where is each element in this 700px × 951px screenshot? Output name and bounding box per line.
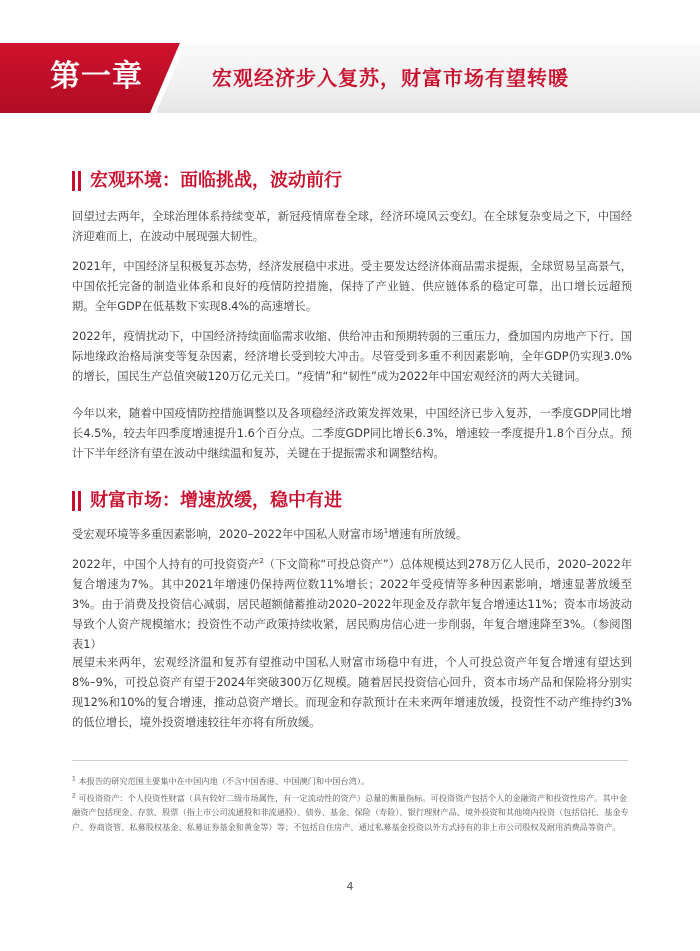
- footnote-mark: 1: [72, 775, 76, 783]
- paragraph: [72, 555, 632, 655]
- chapter-label: 第一章: [50, 59, 143, 94]
- paragraph: 展望未来两年，宏观经济温和复苏有望推动中国私人财富市场稳中有进，个人可投总资产年复合增速有望达到8%–9%，可投总资产有望于2024年突破300万亿规模。随着居民投资信心回升，资本市场产品和保险将分别实现12%和10%的复合增速，推动总资产增长。而现金和存款预计在未来两年增速放缓，投资性不动产维持约3%的低位增长，境外投资增速较往年亦将有所放缓。: [72, 656, 632, 729]
- section-heading-text: 财富市场：增速放缓，稳中有进: [90, 490, 342, 511]
- footnote-text: 可投资资产：个人投资性财富（具有较好二级市场属性，有一定流动性的资产）总量的衡量指标。可投资资产包括个人的金融资产和投资性房产。其中金融资产包括现金、存款、股票（指上市公司流通股和非流通股）、债券、基金、保险（寿险）、银行理财产品、境外投资和其他境内投资（包括信托、基金专户、券商资管、私募股权基金、私募证券基金和黄金等）等；不包括自住房产、通过私募基金投资以外方式持有的非上市公司股权及耐用消费品等资产。: [72, 793, 629, 832]
- footnote: [72, 791, 634, 834]
- paragraph-text: 受宏观环境等多重因素影响，2020–2022年中国私人财富市场: [72, 528, 384, 541]
- paragraph: 2022年，疫情扰动下，中国经济持续面临需求收缩、供给冲击和预期转弱的三重压力，叠加国内房地产下行、国际地缘政治格局演变等复杂因素，经济增长受到较大冲击。尽管受到多重不利因素影响，全年GDP仍实现3.0%的增长，国民生产总值突破120万亿元关口。“疫情”和“韧性”成为2022年中国宏观经济的两大关键词。: [72, 330, 632, 383]
- footnote-ref: 2: [259, 557, 264, 566]
- heading-bar: [78, 491, 81, 511]
- paragraph: 今年以来，随着中国疫情防控措施调整以及各项稳经济政策发挥效果，中国经济已步入复苏，一季度GDP同比增长4.5%，较去年四季度增速提升1.6个百分点。二季度GDP同比增长6.3%，增速较一季度提升1.8个百分点。预计下半年经济有望在波动中继续温和复苏，关键在于提振需求和调整结构。: [72, 407, 632, 460]
- heading-bar: [72, 171, 75, 191]
- paragraph-text: （下文简称“可投总资产”）总体规模达到278万亿人民币，2020–2022年复合增速为7%。其中2021年增速仍保持两位数11%增长；2022年受疫情等多种因素影响，增速显著放缓至3%。由于消费及投资信心减弱，居民超额储蓄推动2020–2022年现金及存款年复合增速达11%；资本市场波动导致个人资产规模缩水；投资性不动产政策持续收紧，居民购房信心进一步削弱，年复合增速降至3%。（参阅图表1）: [72, 558, 632, 651]
- paragraph-text: 2022年，中国个人持有的可投资资产: [72, 558, 260, 571]
- page-number: 4: [346, 880, 354, 893]
- footnote: [72, 774, 634, 788]
- paragraph-text: 增速有所放缓。: [388, 528, 468, 541]
- paragraph: [72, 525, 632, 545]
- paragraph: 2021年，中国经济呈积极复苏态势，经济发展稳中求进。受主要发达经济体商品需求提振，全球贸易呈高景气，中国依托完备的制造业体系和良好的疫情防控措施，保持了产业链、供应链体系的稳定可靠，出口增长远超预期。全年GDP在低基数下实现8.4%的高速增长。: [72, 260, 632, 313]
- section-heading-text: 宏观环境：面临挑战，波动前行: [90, 170, 342, 191]
- footnote-ref: 1: [383, 527, 389, 536]
- footnote-mark: 2: [72, 792, 76, 800]
- paragraph: 回望过去两年，全球治理体系持续变革，新冠疫情席卷全球，经济环境风云变幻。在全球复杂变局之下，中国经济迎难而上，在波动中展现强大韧性。: [72, 210, 632, 243]
- footnote-text: 本报告的研究范围主要集中在中国内地（不含中国香港、中国澳门和中国台湾）。: [78, 776, 370, 786]
- footnote-divider: [72, 760, 628, 761]
- chapter-title: 宏观经济步入复苏，财富市场有望转暖: [212, 66, 569, 90]
- heading-bar: [72, 491, 75, 511]
- chapter-banner: [0, 43, 700, 113]
- heading-bar: [78, 171, 81, 191]
